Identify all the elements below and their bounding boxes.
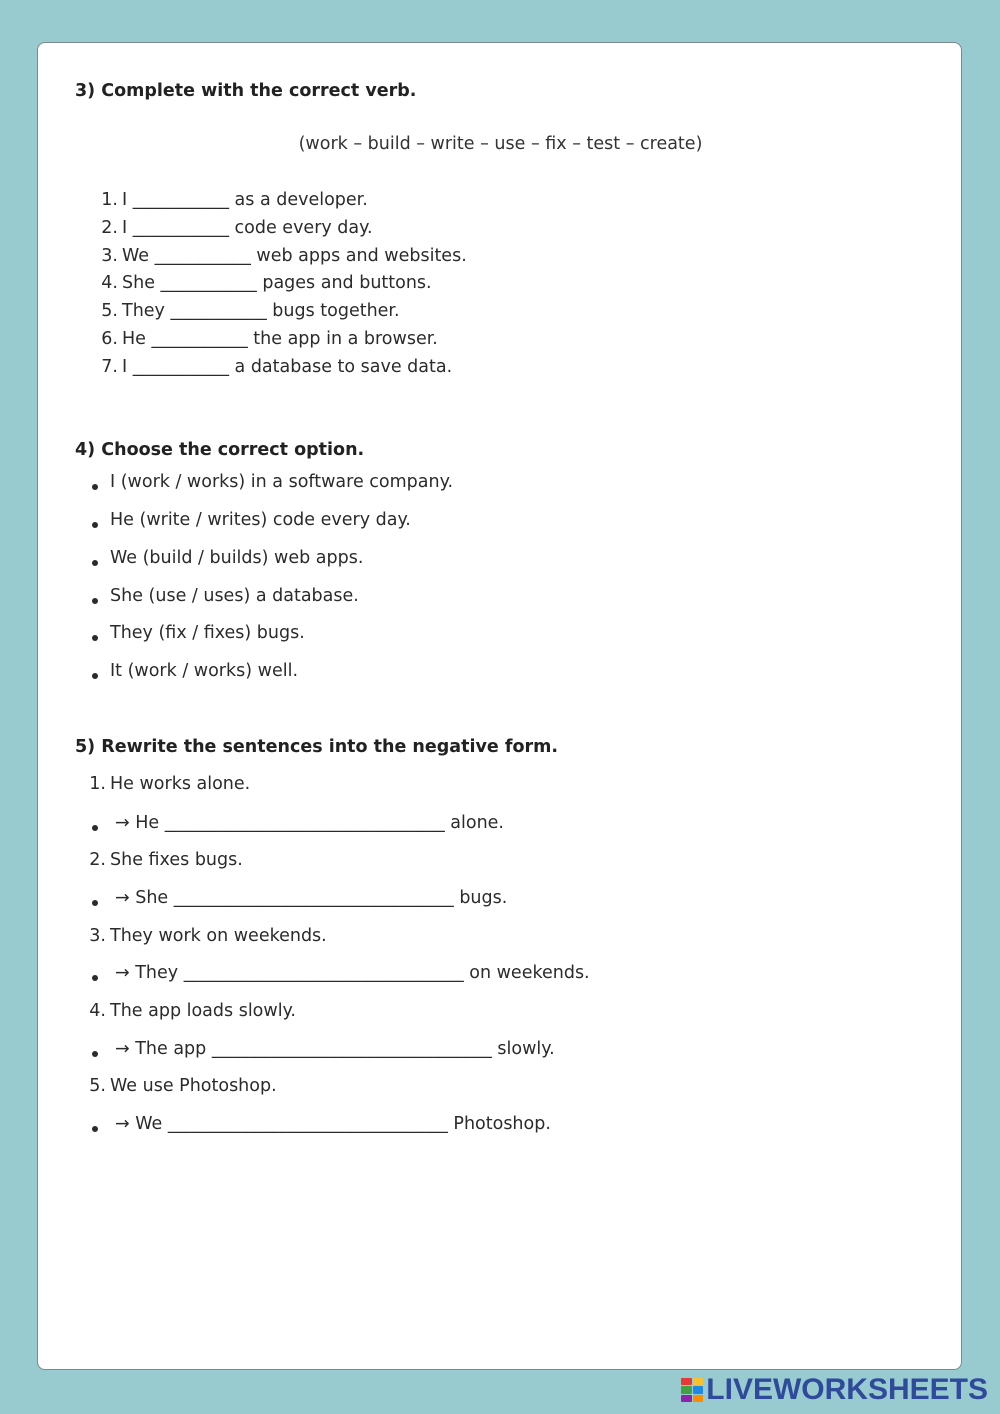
bullet-icon [92,484,98,490]
item-number: 3. [89,926,106,946]
section-4-heading: 4) Choose the correct option. [75,440,365,460]
section-5-heading: 5) Rewrite the sentences into the negative form. [75,737,558,757]
bullet-icon [92,975,98,981]
section-3-item [84,273,432,293]
section-5-sentence [72,774,250,794]
item-number: 2. [89,850,106,870]
item-text: I ___________ as a developer. [122,190,368,210]
item-number: 4. [89,1001,106,1021]
bullet-icon [92,598,98,604]
sentence-text: We use Photoshop. [110,1076,277,1096]
word-bank: (work – build – write – use – fix – test – create) [298,134,703,154]
bullet-icon [92,673,98,679]
item-text: I ___________ a database to save data. [122,357,453,377]
bullet-icon [92,900,98,906]
item-number: 1. [101,190,118,210]
liveworksheets-logo-icon [681,1378,703,1402]
item-text: He ___________ the app in a browser. [122,329,438,349]
sentence-text: He works alone. [110,774,251,794]
item-number: 2. [101,218,118,238]
item-text: They ___________ bugs together. [122,301,400,321]
section-3-item [84,301,400,321]
item-number: 1. [89,774,106,794]
bullet-icon [92,635,98,641]
section-5-answer: → She ________________________________ bugs. [115,888,508,908]
bullet-icon [92,522,98,528]
section-5-sentence [72,926,327,946]
section-5-answer: → The app ________________________________ slowly. [115,1039,555,1059]
item-number: 5. [101,301,118,321]
item-number: 6. [101,329,118,349]
section-5-sentence [72,1001,296,1021]
item-text: We ___________ web apps and websites. [122,246,467,266]
section-4-item: They (fix / fixes) bugs. [110,623,305,643]
section-4-item: She (use / uses) a database. [110,586,359,606]
section-3-heading: 3) Complete with the correct verb. [75,81,417,101]
section-4-item: He (write / writes) code every day. [110,510,411,530]
bullet-icon [92,560,98,566]
liveworksheets-logo [681,1374,988,1406]
item-text: She ___________ pages and buttons. [122,273,432,293]
section-4-item: It (work / works) well. [110,661,299,681]
section-5-answer: → He ________________________________ alone. [115,813,504,833]
bullet-icon [92,1126,98,1132]
section-5-answer: → We ________________________________ Photoshop. [115,1114,551,1134]
sentence-text: She fixes bugs. [110,850,243,870]
section-3-item [84,218,373,238]
bullet-icon [92,1051,98,1057]
section-4-item: We (build / builds) web apps. [110,548,364,568]
item-number: 5. [89,1076,106,1096]
sentence-text: The app loads slowly. [110,1001,296,1021]
worksheet-page [37,42,962,1370]
section-4-item: I (work / works) in a software company. [110,472,454,492]
section-3-item [84,246,467,266]
item-number: 4. [101,273,118,293]
section-3-item [84,329,438,349]
logo-text: LIVEWORKSHEETS [706,1373,988,1406]
sentence-text: They work on weekends. [110,926,327,946]
bullet-icon [92,825,98,831]
section-5-answer: → They ________________________________ on weekends. [115,963,590,983]
section-3-item [84,190,368,210]
item-text: I ___________ code every day. [122,218,373,238]
section-5-sentence [72,1076,277,1096]
item-number: 7. [101,357,118,377]
item-number: 3. [101,246,118,266]
section-5-sentence [72,850,243,870]
section-3-item [84,357,452,377]
